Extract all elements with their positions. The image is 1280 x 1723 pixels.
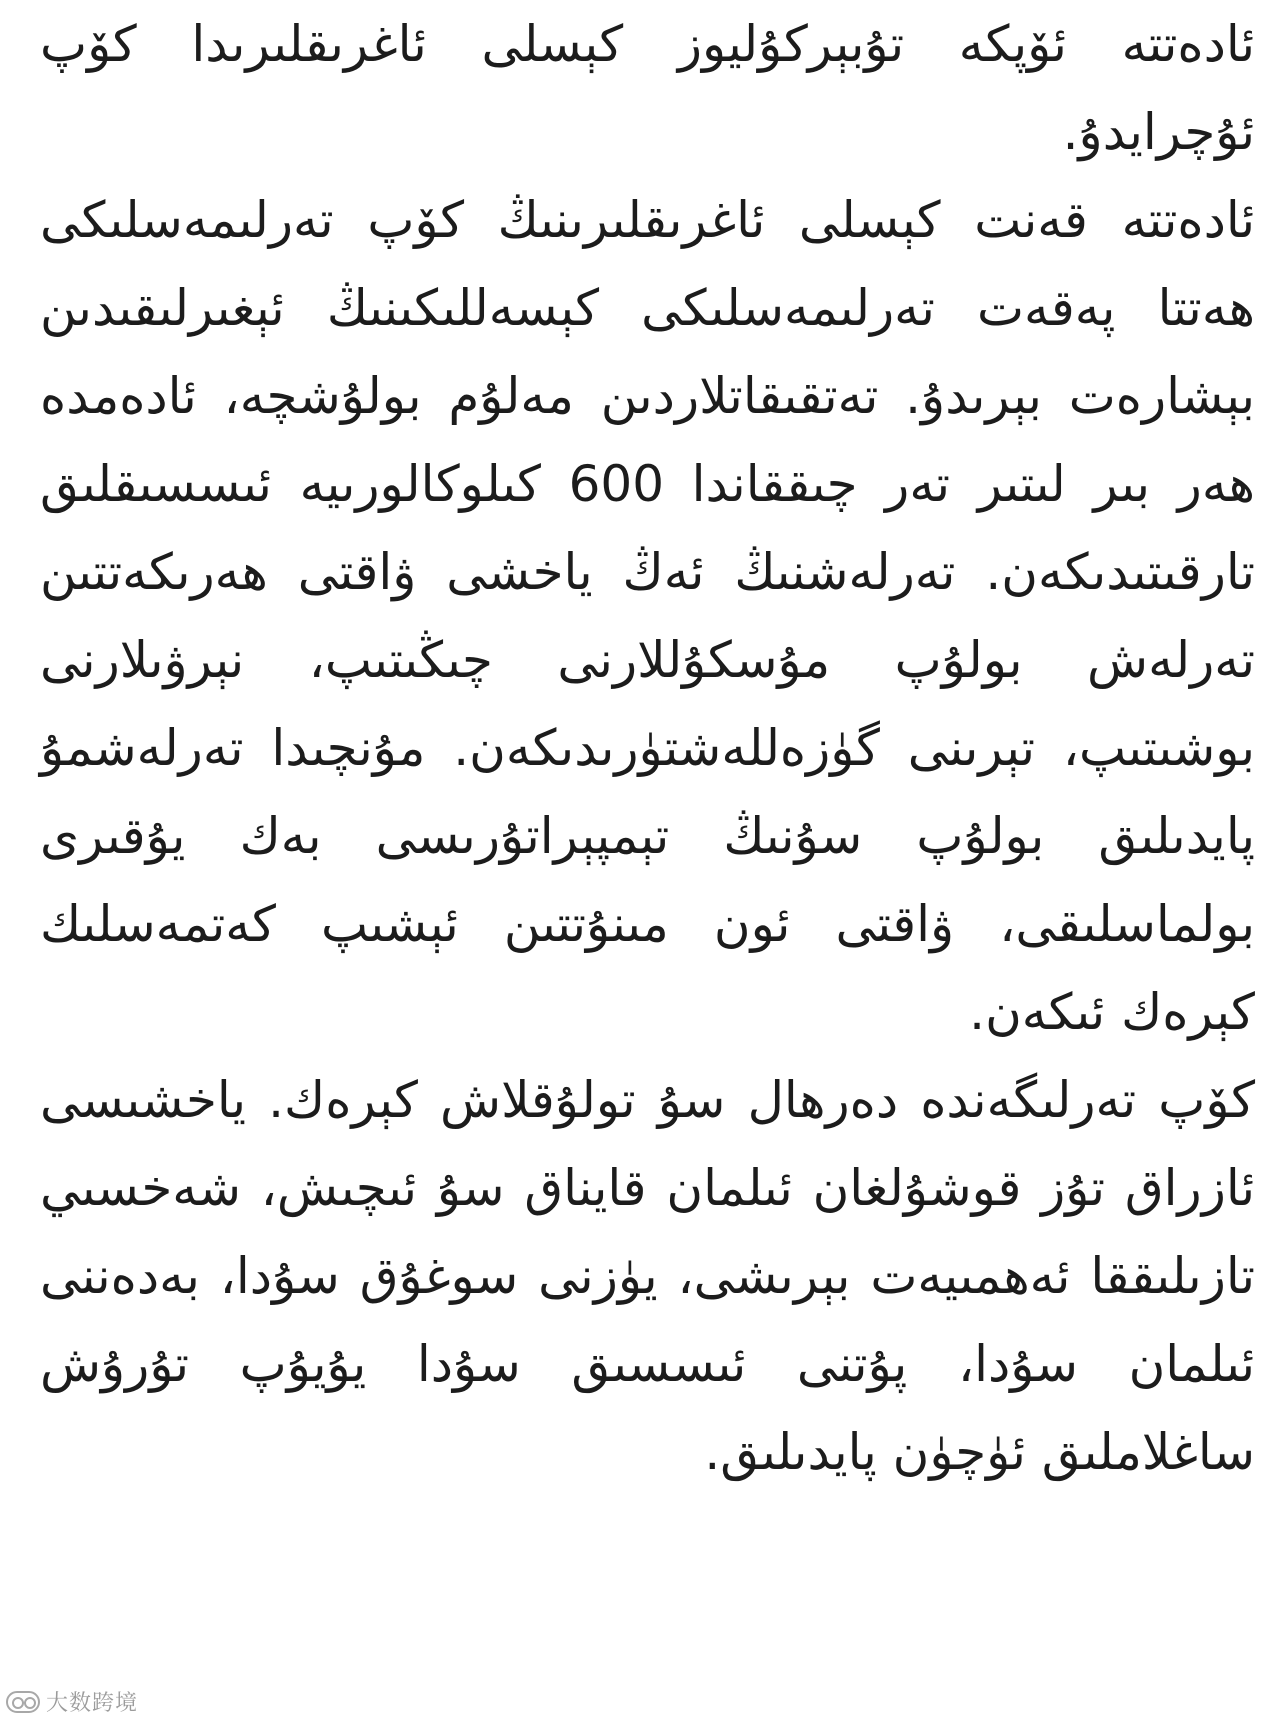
text-line-13: كۆپ تەرلىگەندە دەرھال سۇ تولۇقلاش كېرەك. ياخشىسى (40, 1071, 1255, 1129)
text-line-7: تارقىتىدىكەن. تەرلەشنىڭ ئەڭ ياخشى ۋاقتى ھەرىكەتتىن (40, 543, 1255, 601)
text-line-17: ساغلاملىق ئۈچۈن پايدىلىق. (704, 1423, 1255, 1481)
text-line-2: ئۇچرايدۇ. (1062, 103, 1255, 161)
article-text (40, 0, 1255, 1496)
text-line-15: تازىلىققا ئەھمىيەت بېرىشى، يۈزنى سوغۇق سۇدا، بەدەننى (40, 1247, 1255, 1305)
watermark (6, 1686, 138, 1717)
text-line-10: پايدىلىق بولۇپ سۇنىڭ تېمپېراتۇرىسى بەك يۇقىرى (40, 807, 1255, 865)
text-line-5: بېشارەت بېرىدۇ. تەتقىقاتلاردىن مەلۇم بولۇشچە، ئادەمدە (40, 367, 1255, 425)
watermark-text: 大数跨境 (46, 1691, 139, 1716)
text-line-1: ئادەتتە ئۆپكە تۇبېركۇليوز كېسلى ئاغرىقلىرىدا كۆپ (40, 15, 1255, 73)
text-line-9: بوشىتىپ، تېرىنى گۈزەللەشتۈرىدىكەن. مۇنچىدا تەرلەشمۇ (40, 719, 1255, 777)
text-line-16: ئىلمان سۇدا، پۇتنى ئىسسىق سۇدا يۇيۇپ تۇرۇش (40, 1335, 1255, 1393)
text-line-11: بولماسلىقى، ۋاقتى ئون مىنۇتتىن ئېشىپ كەتمەسلىك (40, 895, 1255, 953)
text-line-8: تەرلەش بولۇپ مۇسكۇللارنى چىڭىتىپ، نېرۋىلارنى (40, 631, 1255, 689)
text-line-6: ھەر بىر لىتىر تەر چىققاندا 600 كىلوكالورىيە ئىسسىقلىق (40, 455, 1256, 513)
text-line-4: ھەتتا پەقەت تەرلىمەسلىكى كېسەللىكىنىڭ ئېغىرلىقىدىن (40, 279, 1255, 337)
text-line-12: كېرەك ئىكەن. (969, 983, 1255, 1041)
text-line-14: ئازراق تۇز قوشۇلغان ئىلمان قايناق سۇ ئىچىش، شەخسىي (40, 1159, 1255, 1217)
binoculars-logo-icon (6, 1691, 40, 1713)
text-line-3: ئادەتتە قەنت كېسلى ئاغرىقلىرىنىڭ كۆپ تەرلىمەسلىكى (40, 191, 1255, 249)
